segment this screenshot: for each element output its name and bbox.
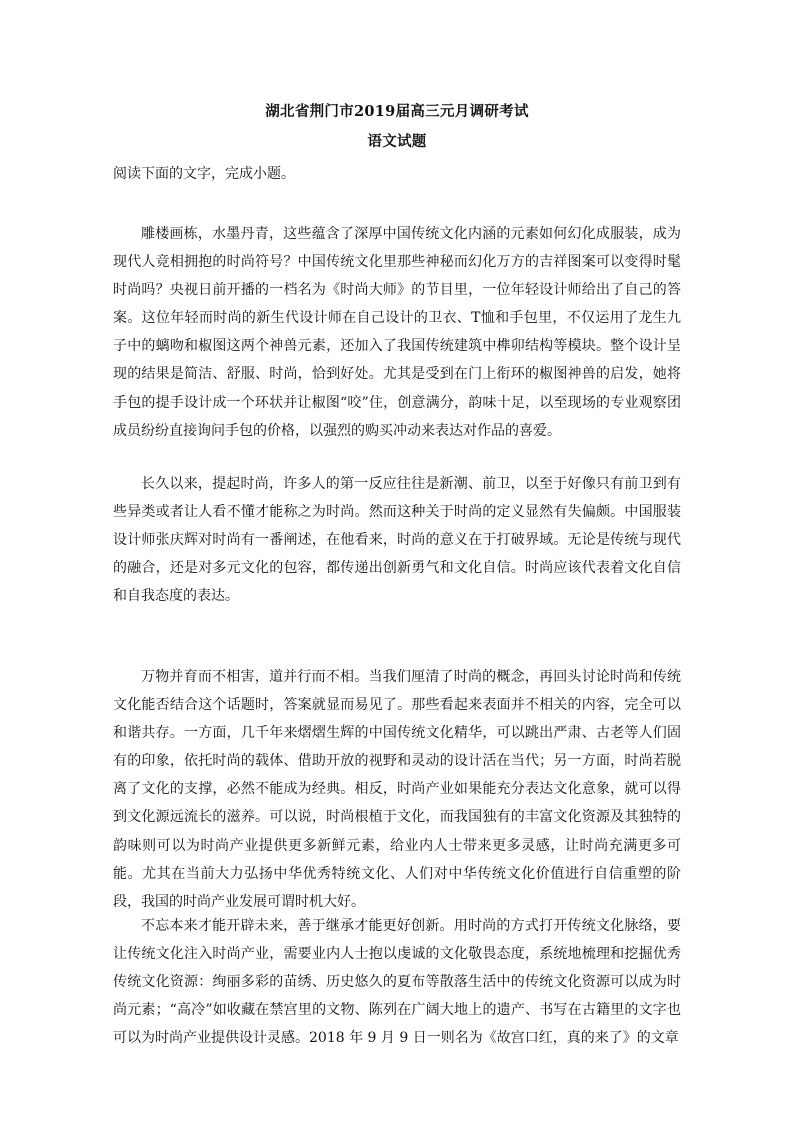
paragraph-4: 不忘本来才能开辟未来，善于继承才能更好创新。用时尚的方式打开传统文化脉络，要让传统文化注入时尚产业，需要业内人士抱以虔诚的文化敬畏态度，系统地梳理和挖掘优秀传统文化资源：绚丽多彩的苗绣、历史悠久的夏布等散落生活中的传统文化资源可以成为时尚元素；“高冷”如收藏在禁宫里的文物、陈列在广阔大地上的遗产、书写在古籍里的文字也可以为时尚产业提供设计灵感。2018 年 9 月 9 日一则名为《故宫口红，真的来了》的文章 xyxy=(113,918,681,1047)
paragraph-2: 长久以来，提起时尚，许多人的第一反应往往是新潮、前卫，以至于好像只有前卫到有些异类或者让人看不懂才能称之为时尚。然而这种关于时尚的定义显然有失偏颇。中国服装设计师张庆辉对时尚有一番阐述，在他看来，时尚的意义在于打破界域。无论是传统与现代的融合，还是对多元文化的包容，都传递出创新勇气和文化自信。时尚应该代表着文化自信和自我态度的表达。 xyxy=(113,476,681,605)
paragraph-1: 雕楼画栋，水墨丹青，这些蕴含了深厚中国传统文化内涵的元素如何幻化成服装，成为现代人竞相拥抱的时尚符号？中国传统文化里那些神秘而幻化万方的吉祥图案可以变得时髦时尚吗？央视日前开播的一档名为《时尚大师》的节目里，一位年轻设计师给出了自己的答案。这位年轻而时尚的新生代设计师在自己设计的卫衣、T恤和手包里，不仅运用了龙生九子中的螭吻和椒图这两个神兽元素，还加入了我国传统建筑中榫卯结构等模块。整个设计呈现的结果是简洁、舒服、时尚，恰到好处。尤其是受到在门上衔环的椒图神兽的启发，她将手包的提手设计成一个环状并让椒图“咬”住，创意满分，韵味十足，以至现场的专业观察团成员纷纷直接询问手包的价格，以强烈的购买冲动来表达对作品的喜爱。 xyxy=(113,226,681,439)
exam-title: 湖北省荆门市2019届高三元月调研考试 xyxy=(265,103,529,120)
paragraph-3: 万物并育而不相害，道并行而不相。当我们厘清了时尚的概念，再回头讨论时尚和传统文化能否结合这个话题时，答案就显而易见了。那些看起来表面并不相关的内容，完全可以和谐共存。一方面，几千年来熠熠生辉的中国传统文化精华，可以跳出严肃、古老等人们固有的印象，依托时尚的载体、借助开放的视野和灵动的设计活在当代；另一方面，时尚若脱离了文化的支撑，必然不能成为经典。相反，时尚产业如果能充分表达文化意象，就可以得到文化源远流长的滋养。可以说，时尚根植于文化，而我国独有的丰富文化资源及其独特的韵味则可以为时尚产业提供更多新鲜元素，给业内人士带来更多灵感，让时尚充满更多可能。尤其在当前大力弘扬中华优秀特统文化、人们对中华传统文化价值进行自信重塑的阶段，我国的时尚产业发展可谓时机大好。 xyxy=(113,669,681,910)
exam-subtitle: 语文试题 xyxy=(367,133,427,150)
reading-instruction: 阅读下面的文字，完成小题。 xyxy=(113,166,295,182)
